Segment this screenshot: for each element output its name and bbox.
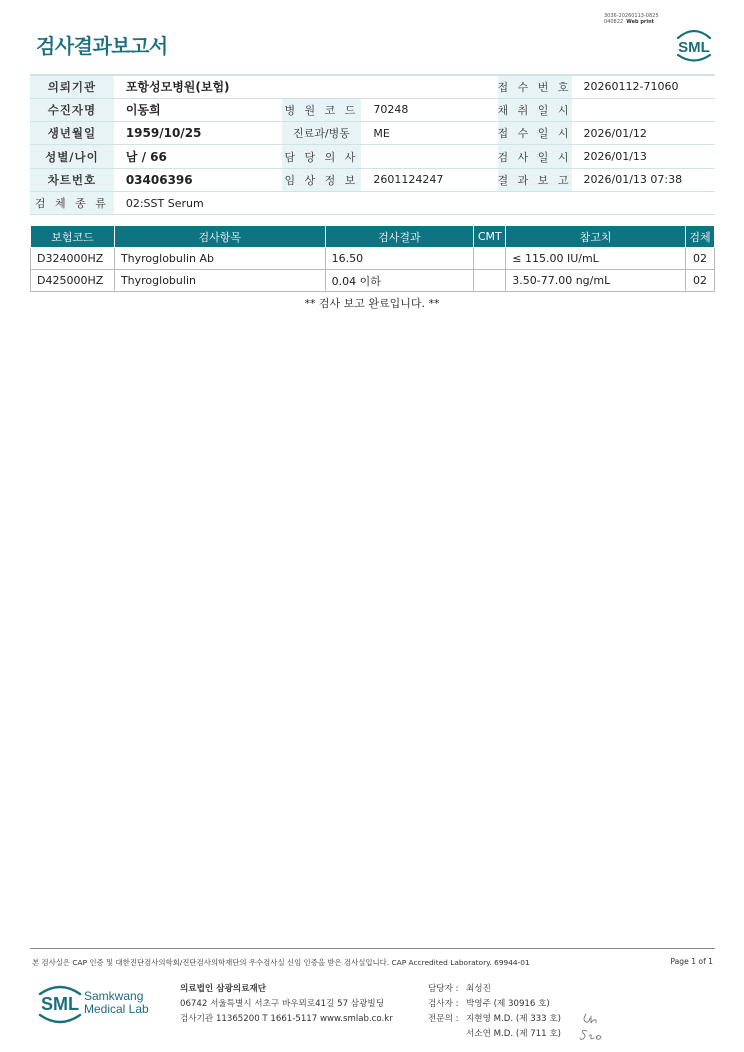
info-row	[30, 98, 715, 121]
test-date-label: 검 사 일 시	[498, 145, 572, 168]
column-header-specimen: 검체	[686, 226, 715, 248]
requesting-org-label: 의뢰기관	[30, 75, 114, 98]
staff-name: 최성진	[466, 984, 491, 994]
patient-name-label: 수진자명	[30, 98, 114, 121]
staff-row	[428, 982, 561, 997]
sml-logo-text: SML	[678, 39, 710, 56]
web-print-label: Web print	[626, 19, 655, 25]
document-code-sub: 040822	[604, 19, 624, 25]
staff-row	[428, 1012, 561, 1027]
patient-name-value: 이동희	[114, 98, 282, 121]
chart-no-value: 03406396	[114, 168, 282, 191]
info-row	[30, 122, 715, 145]
page-number: Page 1 of 1	[670, 957, 713, 966]
staff-name: 서소연 M.D. (제 711 호)	[466, 1029, 562, 1039]
staff-name: 박영주 (제 30916 호)	[466, 999, 550, 1009]
column-header-insurance-code: 보험코드	[31, 226, 115, 248]
report-date-value: 2026/01/13 07:38	[572, 168, 716, 191]
cmt-cell	[474, 248, 506, 270]
info-row	[30, 191, 715, 214]
test-item-cell: Thyroglobulin Ab	[114, 248, 325, 270]
test-date-value: 2026/01/13	[572, 145, 716, 168]
clinical-info-value: 2601124247	[361, 168, 497, 191]
foundation-name: 의료법인 삼광의료재단	[180, 984, 267, 994]
table-row	[31, 248, 715, 270]
info-row	[30, 75, 715, 98]
birth-label: 생년월일	[30, 122, 114, 145]
results-header-row	[31, 226, 715, 248]
birth-value: 1959/10/25	[114, 122, 282, 145]
completion-note: ** 검사 보고 완료입니다. **	[304, 297, 440, 310]
hospital-code-value: 70248	[361, 98, 497, 121]
receipt-date-value: 2026/01/12	[572, 122, 716, 145]
insurance-code-cell: D324000HZ	[31, 248, 115, 270]
info-row	[30, 168, 715, 191]
staff-row	[428, 997, 561, 1012]
clinical-info-label: 임 상 정 보	[282, 168, 362, 191]
collection-date-value	[572, 98, 716, 121]
insurance-code-cell: D425000HZ	[31, 270, 115, 292]
staff-role: 담당자 :	[428, 984, 459, 994]
foundation-contact: 검사기관 11365200 T 1661-5117 www.smlab.co.kr	[180, 1014, 393, 1024]
receipt-date-label: 접 수 일 시	[498, 122, 572, 145]
receipt-no-value: 20260112-71060	[572, 75, 716, 98]
column-header-reference: 참고치	[506, 226, 686, 248]
result-cell: 16.50	[325, 248, 474, 270]
table-row	[31, 270, 715, 292]
patient-info-table	[30, 74, 715, 215]
specimen-type-value: 02:SST Serum	[114, 191, 715, 214]
lab-name-line1: Samkwang	[84, 989, 144, 1003]
specimen-cell: 02	[686, 270, 715, 292]
page-title: 검사결과보고서	[36, 34, 168, 58]
foundation-address: 06742 서울특별시 서초구 바우뫼로41길 57 삼광빌딩	[180, 999, 384, 1009]
chart-no-label: 차트번호	[30, 168, 114, 191]
document-id	[604, 13, 659, 25]
specimen-cell: 02	[686, 248, 715, 270]
footer-divider	[30, 948, 715, 949]
column-header-test-item: 검사항목	[114, 226, 325, 248]
lab-name-line2: Medical Lab	[84, 1002, 149, 1016]
receipt-no-label: 접 수 번 호	[498, 75, 572, 98]
sml-logo	[672, 24, 716, 64]
column-header-cmt: CMT	[474, 226, 506, 248]
staff-list	[428, 982, 561, 1042]
sex-age-value: 남 / 66	[114, 145, 282, 168]
results-table	[30, 225, 715, 292]
doctor-value	[361, 145, 497, 168]
lab-name	[84, 990, 149, 1016]
result-cell: 0.04 이하	[325, 270, 474, 292]
document-code: 3036-20260113-0825	[604, 13, 659, 19]
certification-text: 본 검사실은 CAP 인증 및 대한진단검사의학회/진단검사의학재단의 우수검사실 신임 인증을 받은 검사실입니다. CAP Accredited Laboratory. 69944-01	[32, 958, 530, 967]
department-label: 진료과/병동	[282, 122, 362, 145]
foundation-info	[180, 982, 393, 1027]
sml-footer-logo-text: SML	[41, 994, 79, 1014]
report-date-label: 결 과 보 고	[498, 168, 572, 191]
staff-name: 지현영 M.D. (제 333 호)	[466, 1014, 562, 1024]
department-value: ME	[361, 122, 497, 145]
staff-role	[428, 1027, 466, 1042]
reference-cell: 3.50-77.00 ng/mL	[506, 270, 686, 292]
specimen-type-label: 검 체 종 류	[30, 191, 114, 214]
handwritten-signature	[578, 1010, 608, 1042]
reference-cell: ≤ 115.00 IU/mL	[506, 248, 686, 270]
sex-age-label: 성별/나이	[30, 145, 114, 168]
staff-role: 검사자 :	[428, 999, 459, 1009]
doctor-label: 담 당 의 사	[282, 145, 362, 168]
staff-row	[428, 1027, 561, 1042]
collection-date-label: 채 취 일 시	[498, 98, 572, 121]
hospital-code-label: 병 원 코 드	[282, 98, 362, 121]
test-item-cell: Thyroglobulin	[114, 270, 325, 292]
staff-role: 전문의 :	[428, 1014, 459, 1024]
cmt-cell	[474, 270, 506, 292]
column-header-result: 검사결과	[325, 226, 474, 248]
info-row	[30, 145, 715, 168]
requesting-org-value: 포항성모병원(보험)	[114, 75, 498, 98]
